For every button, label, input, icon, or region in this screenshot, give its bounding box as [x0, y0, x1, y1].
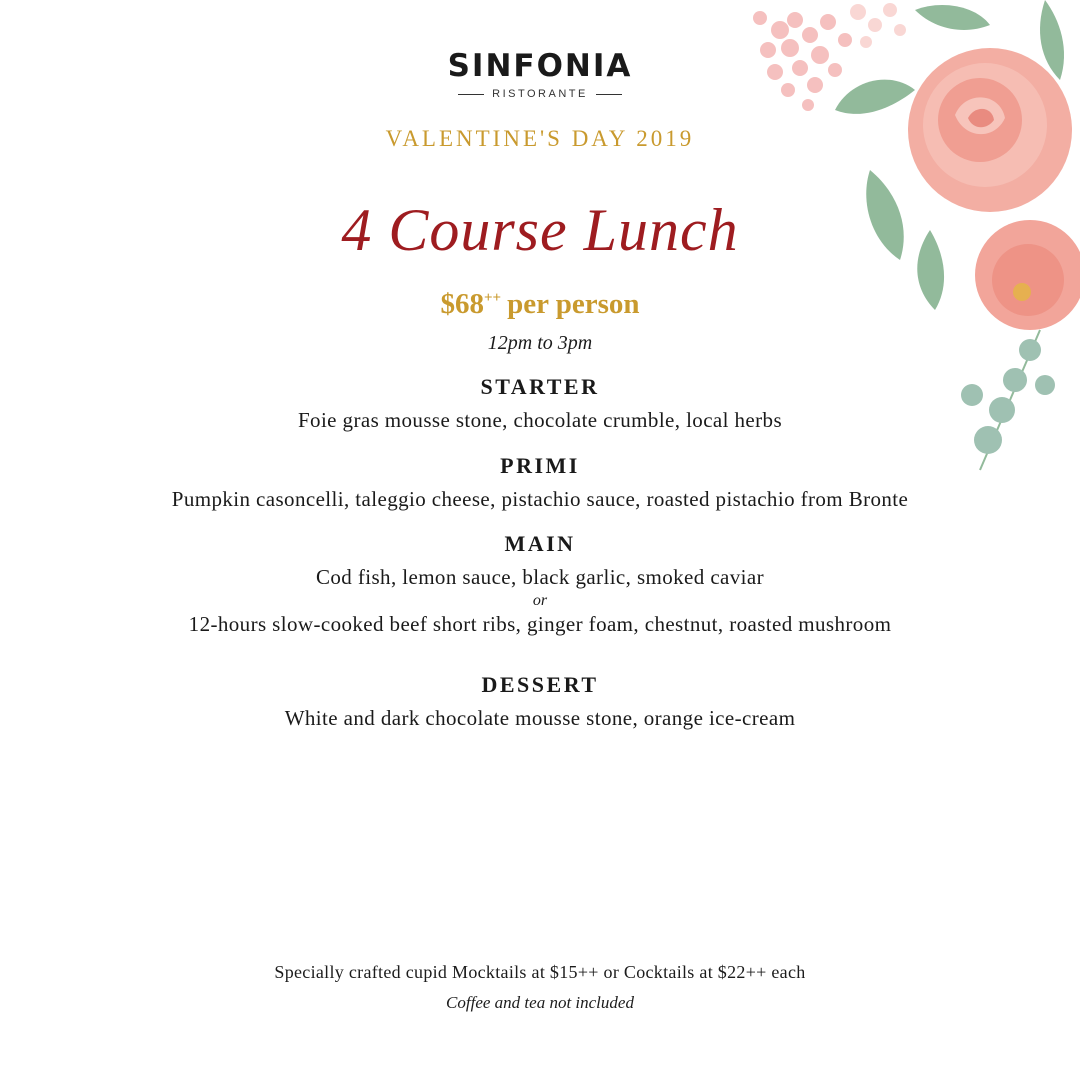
course-primi [0, 453, 1080, 512]
offer-price-row [0, 288, 1080, 321]
offer-title: 4 Course Lunch [341, 197, 739, 263]
offer-price: $68 [440, 288, 484, 320]
course-dish: White and dark chocolate mousse stone, orange ice-cream [284, 706, 796, 730]
event-title: VALENTINE'S DAY 2019 [385, 126, 695, 151]
course-dish: Foie gras mousse stone, chocolate crumble, local herbs [297, 408, 783, 432]
course-title: STARTER [480, 374, 600, 399]
divider-left [458, 94, 484, 95]
brand-logo [0, 48, 1080, 100]
course-dish-1: Cod fish, lemon sauce, black garlic, smoked caviar [315, 565, 765, 589]
course-dish: Pumpkin casoncelli, taleggio cheese, pistachio sauce, roasted pistachio from Bronte [171, 487, 909, 511]
course-or: or [532, 592, 548, 609]
divider-right [596, 94, 622, 95]
course-title: DESSERT [481, 672, 599, 697]
course-title: PRIMI [500, 453, 580, 478]
brand-subtitle: RISTORANTE [492, 88, 588, 100]
brand-name: SINFONIA [447, 48, 633, 84]
brand-subtitle-row [0, 88, 1080, 100]
course-dish-2: 12-hours slow-cooked beef short ribs, ginger foam, chestnut, roasted mushroom [188, 612, 892, 636]
course-starter [0, 374, 1080, 433]
drinks-note: Specially crafted cupid Mocktails at $15++ or Cocktails at $22++ each [274, 962, 806, 982]
price-per: per person [507, 288, 640, 320]
course-title: MAIN [504, 531, 576, 556]
offer-time: 12pm to 3pm [487, 332, 593, 354]
price-suffix: ++ [484, 290, 502, 307]
course-main [0, 531, 1080, 637]
coffee-note: Coffee and tea not included [446, 993, 634, 1012]
course-dessert [0, 672, 1080, 731]
